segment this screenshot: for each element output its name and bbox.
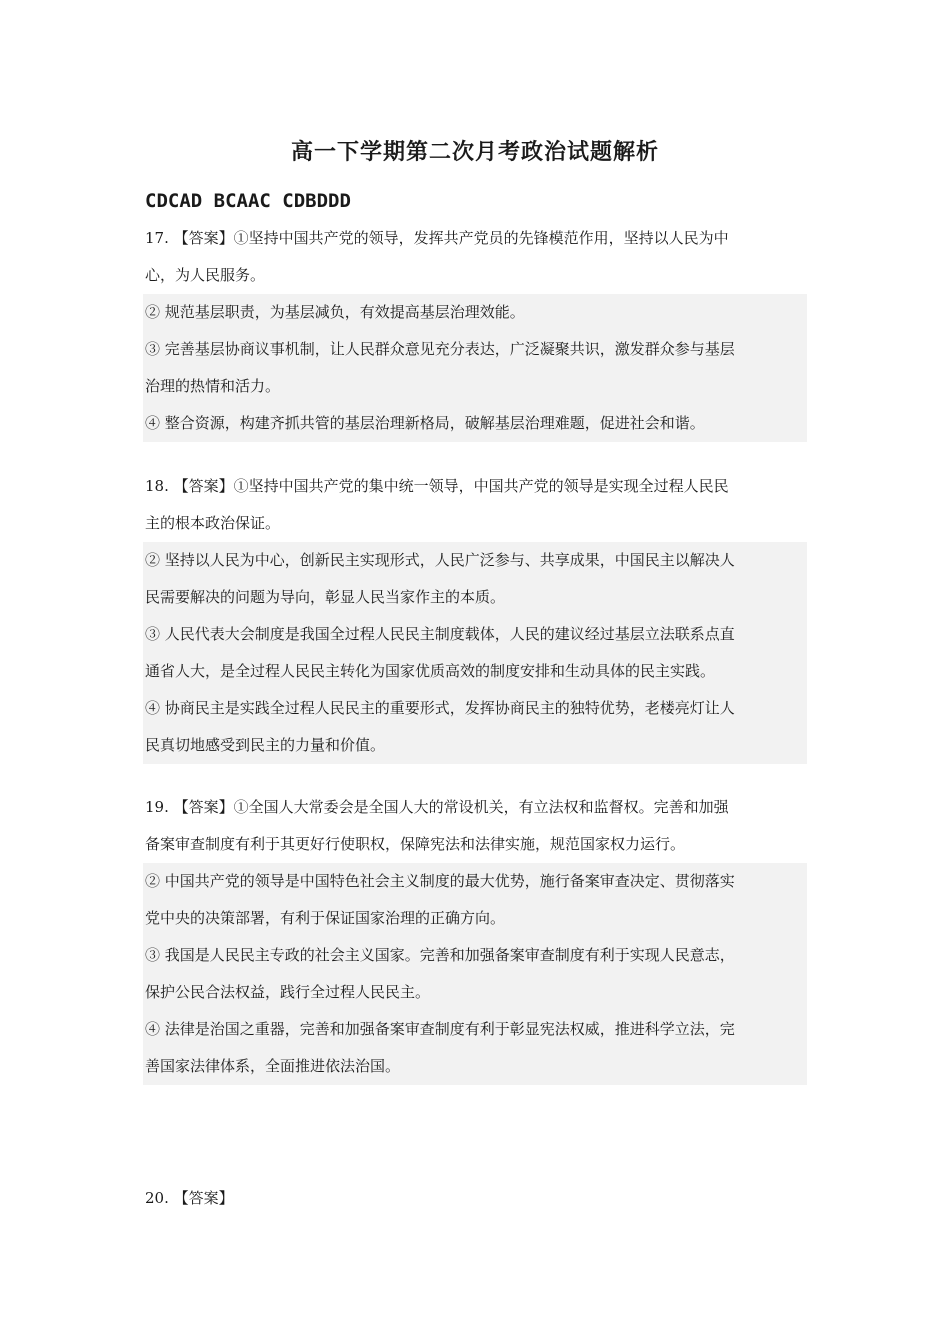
q18-point-4-line2: 民真切地感受到民主的力量和价值。: [145, 736, 386, 754]
q18-head-line2: 主的根本政治保证。: [145, 514, 281, 532]
q19-head-line2: 备案审查制度有利于其更好行使职权，保障宪法和法律实施，规范国家权力运行。: [145, 835, 686, 853]
q17-point-3-line1: ③ 完善基层协商议事机制，让人民群众意见充分表达，广泛凝聚共识，激发群众参与基层: [145, 340, 735, 358]
q18-shaded-points: [143, 542, 807, 764]
q17-head-line2: 心，为人民服务。: [145, 266, 266, 284]
q19-shaded-points: [143, 863, 807, 1085]
q17-head-line1: 17. 【答案】①坚持中国共产党的领导，发挥共产党员的先锋模范作用，坚持以人民为中: [145, 229, 729, 247]
question-19: [143, 789, 807, 1085]
q17-point-3-line2: 治理的热情和活力。: [145, 377, 281, 395]
question-18: [143, 468, 807, 764]
q18-head-line1: 18. 【答案】①坚持中国共产党的集中统一领导，中国共产党的领导是实现全过程人民民: [145, 477, 729, 495]
q19-point-4-line2: 善国家法律体系，全面推进依法治国。: [145, 1057, 401, 1075]
question-17: [143, 220, 807, 442]
q18-point-2-line1: ② 坚持以人民为中心，创新民主实现形式，人民广泛参与、共享成果，中国民主以解决人: [145, 551, 735, 569]
q19-head-line1: 19. 【答案】①全国人大常委会是全国人大的常设机关，有立法权和监督权。完善和加强: [145, 798, 729, 816]
q19-point-3-line1: ③ 我国是人民民主专政的社会主义国家。完善和加强备案审查制度有利于实现人民意志，: [145, 946, 735, 964]
page-title: 高一下学期第二次月考政治试题解析: [290, 139, 659, 165]
q18-point-3-line2: 通省人大，是全过程人民民主转化为国家优质高效的制度安排和生动具体的民主实践。: [145, 662, 716, 680]
q17-point-2: ② 规范基层职责，为基层减负，有效提高基层治理效能。: [145, 303, 525, 321]
q19-point-2-line1: ② 中国共产党的领导是中国特色社会主义制度的最大优势，施行备案审查决定、贯彻落实: [145, 872, 735, 890]
q18-point-4-line1: ④ 协商民主是实践全过程人民民主的重要形式，发挥协商民主的独特优势，老楼亮灯让人: [145, 699, 735, 717]
q19-point-4-line1: ④ 法律是治国之重器，完善和加强备案审查制度有利于彰显宪法权威，推进科学立法，完: [145, 1020, 735, 1038]
q17-shaded-points: [143, 294, 807, 442]
q18-point-2-line2: 民需要解决的问题为导向，彰显人民当家作主的本质。: [145, 588, 506, 606]
answer-key: CDCAD BCAAC CDBDDD: [145, 190, 351, 212]
q17-point-4: ④ 整合资源，构建齐抓共管的基层治理新格局，破解基层治理难题，促进社会和谐。: [145, 414, 705, 432]
q19-point-3-line2: 保护公民合法权益，践行全过程人民民主。: [145, 983, 431, 1001]
q18-point-3-line1: ③ 人民代表大会制度是我国全过程人民民主制度载体，人民的建议经过基层立法联系点直: [145, 625, 735, 643]
question-20-head: 20. 【答案】: [145, 1189, 234, 1207]
q19-point-2-line2: 党中央的决策部署，有利于保证国家治理的正确方向。: [145, 909, 506, 927]
